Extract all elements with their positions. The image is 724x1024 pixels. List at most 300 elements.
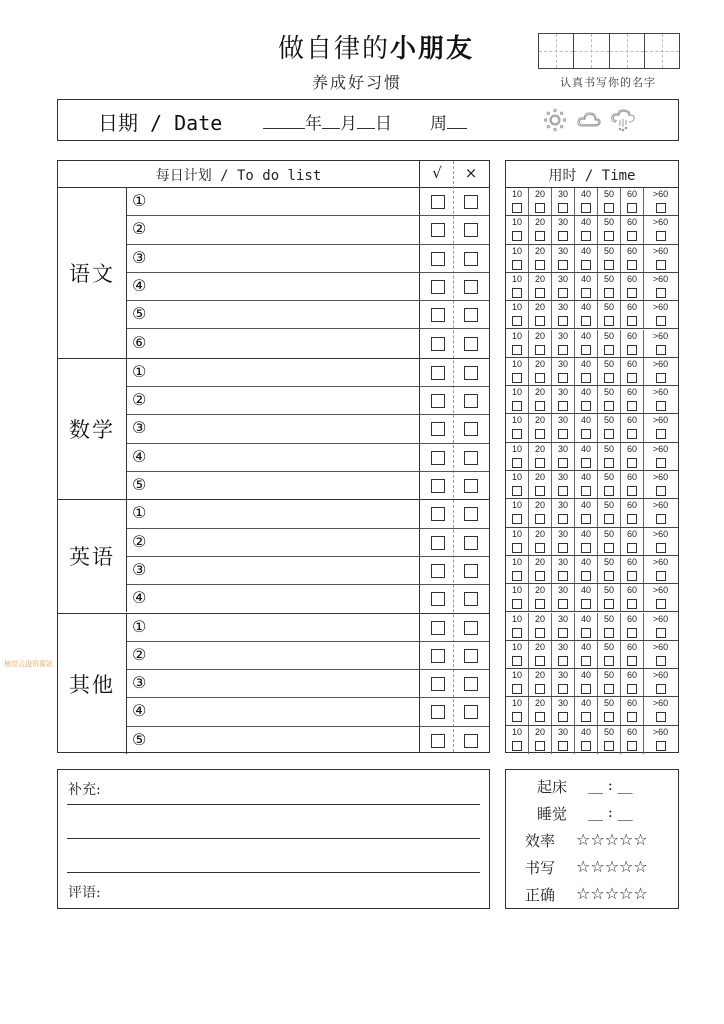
time-checkbox[interactable]	[512, 288, 522, 298]
time-checkbox[interactable]	[512, 514, 522, 524]
time-checkbox[interactable]	[535, 429, 545, 439]
time-option[interactable]	[506, 584, 529, 611]
time-option[interactable]	[644, 443, 677, 470]
time-checkbox[interactable]	[558, 486, 568, 496]
time-option[interactable]	[506, 669, 529, 696]
not-done-checkbox[interactable]	[464, 451, 478, 465]
time-option[interactable]	[621, 697, 644, 724]
time-option[interactable]	[621, 556, 644, 583]
time-checkbox[interactable]	[604, 345, 614, 355]
time-option[interactable]	[598, 245, 621, 272]
task-row[interactable]	[127, 330, 489, 358]
time-option[interactable]	[621, 301, 644, 328]
time-option[interactable]	[621, 528, 644, 555]
time-option[interactable]	[552, 301, 575, 328]
time-checkbox[interactable]	[656, 656, 666, 666]
task-row[interactable]	[127, 472, 489, 500]
time-option[interactable]	[552, 188, 575, 215]
star-rating[interactable]: ☆☆☆☆☆	[576, 857, 648, 876]
time-checkbox[interactable]	[627, 429, 637, 439]
time-checkbox[interactable]	[535, 712, 545, 722]
time-option[interactable]	[598, 301, 621, 328]
task-row[interactable]	[127, 387, 489, 415]
time-option[interactable]	[575, 528, 598, 555]
time-option[interactable]	[644, 245, 677, 272]
time-checkbox[interactable]	[558, 514, 568, 524]
time-option[interactable]	[621, 641, 644, 668]
time-option[interactable]	[598, 273, 621, 300]
time-checkbox[interactable]	[558, 656, 568, 666]
not-done-checkbox[interactable]	[464, 705, 478, 719]
time-option[interactable]	[598, 386, 621, 413]
time-checkbox[interactable]	[558, 684, 568, 694]
time-option[interactable]	[552, 358, 575, 385]
time-option[interactable]	[598, 471, 621, 498]
time-checkbox[interactable]	[656, 571, 666, 581]
task-row[interactable]	[127, 614, 489, 642]
task-row[interactable]	[127, 642, 489, 670]
time-checkbox[interactable]	[535, 656, 545, 666]
task-row[interactable]	[127, 415, 489, 443]
time-checkbox[interactable]	[627, 741, 637, 751]
time-checkbox[interactable]	[512, 316, 522, 326]
done-checkbox[interactable]	[431, 564, 445, 578]
time-option[interactable]	[621, 726, 644, 754]
time-option[interactable]	[598, 358, 621, 385]
time-checkbox[interactable]	[558, 712, 568, 722]
time-option[interactable]	[506, 641, 529, 668]
time-checkbox[interactable]	[604, 288, 614, 298]
time-checkbox[interactable]	[604, 514, 614, 524]
not-done-checkbox[interactable]	[464, 621, 478, 635]
time-checkbox[interactable]	[604, 316, 614, 326]
time-checkbox[interactable]	[656, 741, 666, 751]
done-checkbox[interactable]	[431, 366, 445, 380]
task-row[interactable]	[127, 557, 489, 585]
time-option[interactable]	[644, 216, 677, 243]
time-option[interactable]	[598, 216, 621, 243]
time-option[interactable]	[506, 528, 529, 555]
time-checkbox[interactable]	[627, 656, 637, 666]
time-option[interactable]	[621, 414, 644, 441]
year-field[interactable]	[263, 113, 305, 129]
time-checkbox[interactable]	[535, 628, 545, 638]
time-checkbox[interactable]	[512, 712, 522, 722]
time-option[interactable]	[506, 273, 529, 300]
time-checkbox[interactable]	[627, 373, 637, 383]
time-checkbox[interactable]	[604, 628, 614, 638]
time-checkbox[interactable]	[512, 401, 522, 411]
task-row[interactable]	[127, 670, 489, 698]
time-checkbox[interactable]	[581, 458, 591, 468]
time-checkbox[interactable]	[558, 345, 568, 355]
time-checkbox[interactable]	[581, 373, 591, 383]
time-option[interactable]	[644, 358, 677, 385]
note-line[interactable]	[67, 838, 480, 839]
time-checkbox[interactable]	[604, 458, 614, 468]
time-option[interactable]	[644, 330, 677, 357]
time-option[interactable]	[598, 613, 621, 640]
time-checkbox[interactable]	[512, 260, 522, 270]
time-option[interactable]	[644, 273, 677, 300]
task-row[interactable]	[127, 444, 489, 472]
time-checkbox[interactable]	[604, 684, 614, 694]
time-checkbox[interactable]	[604, 543, 614, 553]
done-checkbox[interactable]	[431, 592, 445, 606]
done-checkbox[interactable]	[431, 223, 445, 237]
time-checkbox[interactable]	[558, 571, 568, 581]
time-checkbox[interactable]	[512, 458, 522, 468]
time-option[interactable]	[621, 471, 644, 498]
time-checkbox[interactable]	[656, 712, 666, 722]
time-option[interactable]	[644, 301, 677, 328]
done-checkbox[interactable]	[431, 677, 445, 691]
time-option[interactable]	[529, 528, 552, 555]
time-option[interactable]	[552, 556, 575, 583]
time-checkbox[interactable]	[604, 571, 614, 581]
not-done-checkbox[interactable]	[464, 507, 478, 521]
time-option[interactable]	[621, 669, 644, 696]
time-checkbox[interactable]	[627, 628, 637, 638]
time-checkbox[interactable]	[535, 486, 545, 496]
time-option[interactable]	[552, 499, 575, 526]
time-option[interactable]	[598, 528, 621, 555]
time-option[interactable]	[552, 273, 575, 300]
time-option[interactable]	[506, 613, 529, 640]
time-option[interactable]	[644, 669, 677, 696]
time-checkbox[interactable]	[627, 712, 637, 722]
not-done-checkbox[interactable]	[464, 422, 478, 436]
name-cell[interactable]	[610, 34, 645, 68]
time-option[interactable]	[598, 669, 621, 696]
time-option[interactable]	[621, 443, 644, 470]
time-checkbox[interactable]	[627, 571, 637, 581]
time-option[interactable]	[529, 697, 552, 724]
time-option[interactable]	[506, 216, 529, 243]
time-option[interactable]	[598, 414, 621, 441]
not-done-checkbox[interactable]	[464, 280, 478, 294]
time-checkbox[interactable]	[604, 486, 614, 496]
time-checkbox[interactable]	[656, 373, 666, 383]
time-checkbox[interactable]	[627, 684, 637, 694]
time-checkbox[interactable]	[656, 203, 666, 213]
done-checkbox[interactable]	[431, 337, 445, 351]
time-checkbox[interactable]	[604, 741, 614, 751]
time-checkbox[interactable]	[604, 203, 614, 213]
time-option[interactable]	[552, 669, 575, 696]
time-checkbox[interactable]	[512, 345, 522, 355]
not-done-checkbox[interactable]	[464, 337, 478, 351]
time-checkbox[interactable]	[656, 486, 666, 496]
time-option[interactable]	[575, 556, 598, 583]
time-option[interactable]	[575, 216, 598, 243]
not-done-checkbox[interactable]	[464, 195, 478, 209]
time-option[interactable]	[575, 358, 598, 385]
time-option[interactable]	[598, 443, 621, 470]
time-option[interactable]	[529, 726, 552, 754]
time-option[interactable]	[575, 726, 598, 754]
time-checkbox[interactable]	[535, 514, 545, 524]
time-option[interactable]	[552, 528, 575, 555]
task-row[interactable]	[127, 188, 489, 216]
time-checkbox[interactable]	[535, 599, 545, 609]
time-checkbox[interactable]	[581, 571, 591, 581]
time-option[interactable]	[575, 330, 598, 357]
time-option[interactable]	[644, 556, 677, 583]
time-checkbox[interactable]	[656, 401, 666, 411]
time-option[interactable]	[621, 273, 644, 300]
not-done-checkbox[interactable]	[464, 394, 478, 408]
time-checkbox[interactable]	[512, 429, 522, 439]
done-checkbox[interactable]	[431, 422, 445, 436]
time-option[interactable]	[552, 613, 575, 640]
time-checkbox[interactable]	[581, 712, 591, 722]
time-option[interactable]	[575, 613, 598, 640]
time-checkbox[interactable]	[604, 656, 614, 666]
time-checkbox[interactable]	[512, 543, 522, 553]
time-checkbox[interactable]	[656, 429, 666, 439]
time-checkbox[interactable]	[558, 260, 568, 270]
not-done-checkbox[interactable]	[464, 252, 478, 266]
time-option[interactable]	[644, 499, 677, 526]
done-checkbox[interactable]	[431, 451, 445, 465]
time-checkbox[interactable]	[512, 628, 522, 638]
time-checkbox[interactable]	[656, 599, 666, 609]
not-done-checkbox[interactable]	[464, 592, 478, 606]
time-checkbox[interactable]	[656, 514, 666, 524]
time-option[interactable]	[644, 726, 677, 754]
time-checkbox[interactable]	[604, 231, 614, 241]
done-checkbox[interactable]	[431, 649, 445, 663]
time-checkbox[interactable]	[512, 231, 522, 241]
time-option[interactable]	[506, 188, 529, 215]
done-checkbox[interactable]	[431, 479, 445, 493]
time-checkbox[interactable]	[558, 231, 568, 241]
time-option[interactable]	[621, 330, 644, 357]
done-checkbox[interactable]	[431, 536, 445, 550]
time-checkbox[interactable]	[604, 712, 614, 722]
time-checkbox[interactable]	[558, 316, 568, 326]
time-checkbox[interactable]	[558, 373, 568, 383]
task-row[interactable]	[127, 529, 489, 557]
time-checkbox[interactable]	[627, 203, 637, 213]
time-checkbox[interactable]	[581, 203, 591, 213]
time-checkbox[interactable]	[604, 373, 614, 383]
time-checkbox[interactable]	[627, 486, 637, 496]
time-checkbox[interactable]	[627, 345, 637, 355]
done-checkbox[interactable]	[431, 195, 445, 209]
time-option[interactable]	[552, 216, 575, 243]
time-checkbox[interactable]	[581, 684, 591, 694]
time-option[interactable]	[552, 471, 575, 498]
time-checkbox[interactable]	[581, 288, 591, 298]
time-option[interactable]	[506, 499, 529, 526]
time-checkbox[interactable]	[581, 741, 591, 751]
time-checkbox[interactable]	[558, 429, 568, 439]
time-option[interactable]	[506, 386, 529, 413]
time-checkbox[interactable]	[558, 543, 568, 553]
time-option[interactable]	[644, 697, 677, 724]
task-row[interactable]	[127, 245, 489, 273]
time-checkbox[interactable]	[581, 429, 591, 439]
time-option[interactable]	[598, 330, 621, 357]
time-checkbox[interactable]	[512, 656, 522, 666]
time-checkbox[interactable]	[581, 260, 591, 270]
time-checkbox[interactable]	[604, 429, 614, 439]
time-checkbox[interactable]	[581, 514, 591, 524]
note-line[interactable]	[67, 804, 480, 805]
time-checkbox[interactable]	[558, 288, 568, 298]
time-option[interactable]	[575, 414, 598, 441]
name-cell[interactable]	[574, 34, 609, 68]
time-option[interactable]	[552, 584, 575, 611]
time-checkbox[interactable]	[535, 345, 545, 355]
time-option[interactable]	[529, 669, 552, 696]
time-checkbox[interactable]	[558, 401, 568, 411]
time-checkbox[interactable]	[512, 373, 522, 383]
task-row[interactable]	[127, 500, 489, 528]
time-option[interactable]	[506, 726, 529, 754]
time-option[interactable]	[529, 188, 552, 215]
time-option[interactable]	[644, 584, 677, 611]
sun-icon[interactable]	[542, 107, 568, 133]
time-option[interactable]	[529, 613, 552, 640]
rain-icon[interactable]	[610, 107, 636, 133]
time-option[interactable]	[529, 471, 552, 498]
time-option[interactable]	[575, 301, 598, 328]
time-option[interactable]	[621, 245, 644, 272]
time-option[interactable]	[644, 414, 677, 441]
time-option[interactable]	[529, 330, 552, 357]
time-checkbox[interactable]	[604, 260, 614, 270]
time-option[interactable]	[506, 245, 529, 272]
name-cell[interactable]	[539, 34, 574, 68]
time-checkbox[interactable]	[581, 599, 591, 609]
sleep-time-field[interactable]: __ : __	[588, 803, 633, 821]
time-option[interactable]	[621, 216, 644, 243]
time-option[interactable]	[506, 556, 529, 583]
time-checkbox[interactable]	[604, 599, 614, 609]
done-checkbox[interactable]	[431, 252, 445, 266]
task-row[interactable]	[127, 727, 489, 755]
time-checkbox[interactable]	[558, 599, 568, 609]
star-rating[interactable]: ☆☆☆☆☆	[576, 830, 648, 849]
time-option[interactable]	[575, 584, 598, 611]
time-checkbox[interactable]	[535, 260, 545, 270]
time-option[interactable]	[529, 216, 552, 243]
done-checkbox[interactable]	[431, 734, 445, 748]
not-done-checkbox[interactable]	[464, 223, 478, 237]
time-checkbox[interactable]	[558, 741, 568, 751]
time-checkbox[interactable]	[512, 684, 522, 694]
name-cell[interactable]	[645, 34, 679, 68]
time-option[interactable]	[621, 358, 644, 385]
time-checkbox[interactable]	[656, 458, 666, 468]
time-checkbox[interactable]	[656, 316, 666, 326]
task-row[interactable]	[127, 698, 489, 726]
time-checkbox[interactable]	[627, 260, 637, 270]
time-option[interactable]	[552, 330, 575, 357]
time-checkbox[interactable]	[581, 401, 591, 411]
time-checkbox[interactable]	[627, 599, 637, 609]
time-option[interactable]	[575, 641, 598, 668]
time-option[interactable]	[529, 358, 552, 385]
time-option[interactable]	[621, 613, 644, 640]
time-option[interactable]	[552, 641, 575, 668]
time-checkbox[interactable]	[558, 458, 568, 468]
time-checkbox[interactable]	[581, 543, 591, 553]
time-checkbox[interactable]	[558, 628, 568, 638]
not-done-checkbox[interactable]	[464, 677, 478, 691]
time-option[interactable]	[552, 386, 575, 413]
time-option[interactable]	[552, 414, 575, 441]
time-checkbox[interactable]	[627, 316, 637, 326]
time-option[interactable]	[529, 245, 552, 272]
time-checkbox[interactable]	[535, 571, 545, 581]
time-option[interactable]	[529, 641, 552, 668]
time-option[interactable]	[598, 499, 621, 526]
time-option[interactable]	[575, 697, 598, 724]
time-option[interactable]	[598, 641, 621, 668]
time-option[interactable]	[506, 443, 529, 470]
time-option[interactable]	[506, 697, 529, 724]
not-done-checkbox[interactable]	[464, 649, 478, 663]
not-done-checkbox[interactable]	[464, 366, 478, 380]
time-option[interactable]	[529, 499, 552, 526]
wake-time-field[interactable]: __ : __	[588, 776, 633, 794]
time-checkbox[interactable]	[535, 684, 545, 694]
time-option[interactable]	[575, 443, 598, 470]
time-checkbox[interactable]	[535, 401, 545, 411]
time-option[interactable]	[529, 301, 552, 328]
day-field[interactable]	[357, 113, 375, 129]
time-option[interactable]	[575, 188, 598, 215]
time-checkbox[interactable]	[512, 599, 522, 609]
done-checkbox[interactable]	[431, 308, 445, 322]
time-option[interactable]	[506, 330, 529, 357]
not-done-checkbox[interactable]	[464, 308, 478, 322]
time-checkbox[interactable]	[558, 203, 568, 213]
time-option[interactable]	[621, 584, 644, 611]
time-option[interactable]	[506, 471, 529, 498]
name-writing-grid[interactable]	[538, 33, 680, 69]
time-checkbox[interactable]	[535, 741, 545, 751]
time-checkbox[interactable]	[656, 231, 666, 241]
not-done-checkbox[interactable]	[464, 479, 478, 493]
time-option[interactable]	[506, 358, 529, 385]
time-checkbox[interactable]	[535, 543, 545, 553]
time-option[interactable]	[575, 245, 598, 272]
time-option[interactable]	[644, 386, 677, 413]
time-checkbox[interactable]	[535, 373, 545, 383]
time-checkbox[interactable]	[535, 316, 545, 326]
time-option[interactable]	[529, 556, 552, 583]
time-option[interactable]	[552, 697, 575, 724]
task-row[interactable]	[127, 585, 489, 613]
time-checkbox[interactable]	[627, 231, 637, 241]
done-checkbox[interactable]	[431, 394, 445, 408]
time-option[interactable]	[575, 669, 598, 696]
time-option[interactable]	[506, 301, 529, 328]
time-option[interactable]	[598, 584, 621, 611]
time-option[interactable]	[529, 386, 552, 413]
time-checkbox[interactable]	[627, 458, 637, 468]
time-option[interactable]	[598, 726, 621, 754]
time-checkbox[interactable]	[581, 486, 591, 496]
time-option[interactable]	[644, 188, 677, 215]
time-option[interactable]	[575, 471, 598, 498]
month-field[interactable]	[322, 113, 340, 129]
